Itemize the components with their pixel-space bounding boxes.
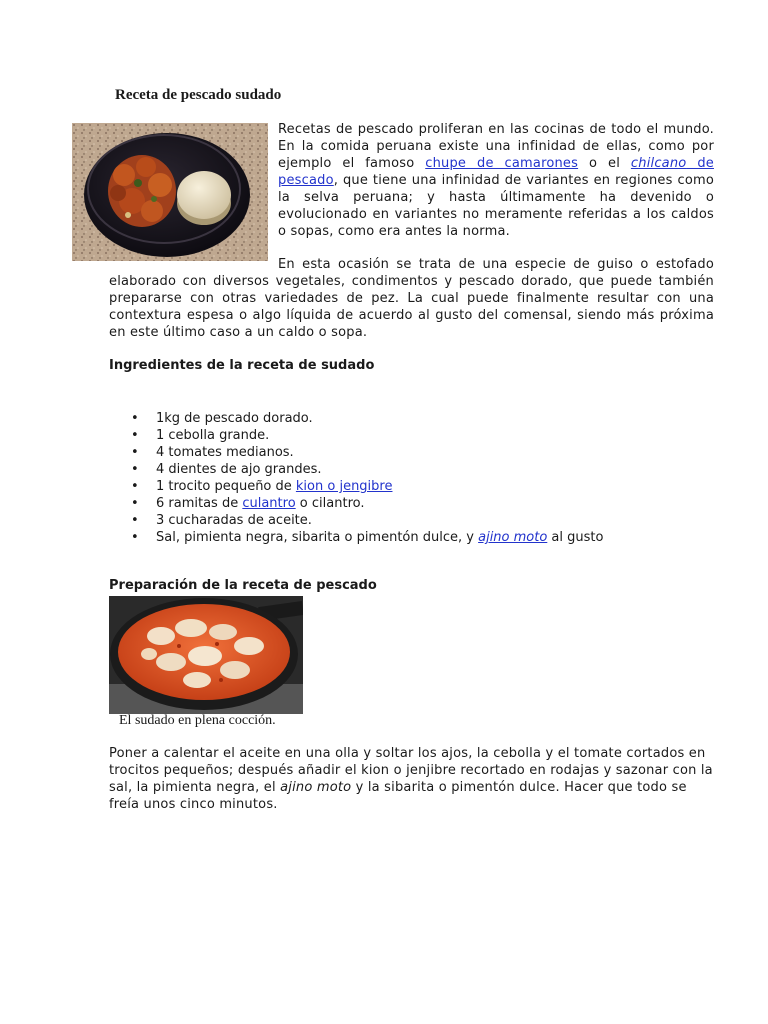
ingredient-text: Sal, pimienta negra, sibarita o pimentón dulce, y: [156, 530, 479, 545]
ingredient-text: al gusto: [547, 530, 604, 545]
page-title: Receta de pescado sudado: [115, 87, 282, 103]
ingredient-text: 6 ramitas de: [156, 496, 243, 511]
fish-dish-photo: [72, 123, 268, 261]
intro-text-3: , que tiene una infinidad de variantes en regiones como la selva peruana; y hasta últimamente ha devenido o evolucionado en variantes no meramente referidas a los caldos o sopas, como era antes la norma.: [278, 173, 714, 239]
ingredient-text: 4 dientes de ajo grandes.: [156, 462, 322, 477]
ajino-moto-link[interactable]: [478, 530, 547, 545]
chupe-de-camarones-link[interactable]: chupe de camarones: [425, 156, 579, 171]
ingredient-item: [109, 410, 709, 427]
ingredient-item: [109, 427, 709, 444]
ingredient-item: [109, 461, 709, 478]
ingredient-text: o cilantro.: [295, 496, 365, 511]
ingredient-item: [109, 512, 709, 529]
culantro-link[interactable]: culantro: [242, 496, 296, 511]
preparation-text-1: Poner a calentar el aceite en una olla y soltar los ajos, la cebolla y el tomate cortados en trocitos pequeños; después añadir el kion o jenjibre recortado en rodajas y sazonar con la sal, la pimienta negra, el: [109, 746, 713, 795]
description-paragraph: En esta ocasión se trata de una especie de guiso o estofado elaborado con diversos vegetales, condimentos y pescado dorado, que puede también prepararse con otras variedades de pez. La cual puede finalmente resultar con una contextura espesa o algo líquida de acuerdo al gusto del comensal, siendo más próxima en este último caso a un caldo o sopa.: [109, 257, 714, 340]
ingredient-item: [109, 529, 709, 546]
intro-text-2: o el: [578, 156, 631, 171]
ingredient-text: 3 cucharadas de aceite.: [156, 513, 312, 528]
cooking-pan-photo: [109, 596, 303, 714]
ajino-moto-italic: ajino moto: [280, 780, 352, 795]
ingredient-item: [109, 478, 709, 495]
preparation-heading: Preparación de la receta de pescado: [109, 578, 377, 593]
ingredient-text: 1kg de pescado dorado.: [156, 411, 313, 426]
ingredient-item: [109, 444, 709, 461]
ingredients-heading: Ingredientes de la receta de sudado: [109, 358, 375, 373]
intro-paragraph: [278, 121, 714, 240]
preparation-text-2: y la sibarita o pimentón dulce. Hacer que todo se freía unos cinco minutos.: [109, 780, 687, 812]
intro-text-1: Recetas de pescado proliferan en las cocinas de todo el mundo. En la comida peruana existe una infinidad de ellas, como por ejemplo el famoso: [278, 122, 714, 171]
chilcano-link-rest: de pescado: [278, 156, 714, 188]
kion-jengibre-link[interactable]: kion o jengibre: [295, 479, 393, 494]
chilcano-link-italic: chilcano: [630, 156, 687, 171]
ingredient-text: 1 cebolla grande.: [156, 428, 270, 443]
ingredient-text: 4 tomates medianos.: [156, 445, 294, 460]
ingredient-item: [109, 495, 709, 512]
preparation-paragraph: [109, 745, 714, 813]
ingredients-list: [109, 410, 709, 546]
ingredient-text: 1 trocito pequeño de: [156, 479, 296, 494]
photo-caption: El sudado en plena cocción.: [119, 713, 276, 728]
ajino-moto-link-italic: ajino moto: [478, 530, 548, 545]
